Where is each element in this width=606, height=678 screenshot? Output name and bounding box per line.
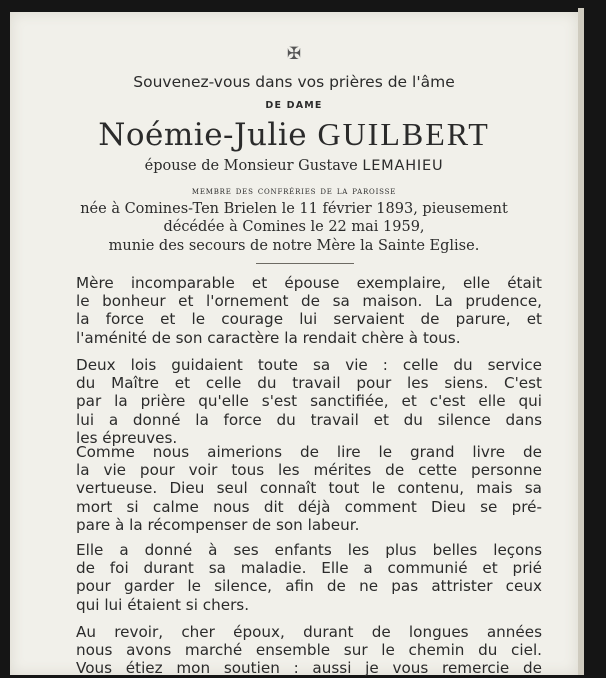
paragraph-2	[76, 356, 542, 447]
paragraph-line: Comme nous aimerions de lire le grand livre de	[76, 443, 542, 461]
paragraph-line: de foi durant sa maladie. Elle a communié et prié	[76, 559, 542, 578]
paragraph-line: l'aménité de son caractère la rendait chère à tous.	[76, 328, 461, 347]
paragraph-line: le bonheur et l'ornement de sa maison. La prudence,	[76, 292, 542, 311]
paragraph-line: la force et le courage lui servaient de parure, et	[76, 310, 542, 329]
paragraph-line: vertueuse. Dieu seul connaît tout le contenu, mais sa	[76, 479, 542, 498]
paragraph-line: la vie pour voir tous les mérites de cette personne	[76, 461, 542, 480]
paragraph-line: Au revoir, cher époux, durant de longues années	[76, 623, 542, 641]
confraternity-line: membre des confréries de la paroisse	[191, 185, 397, 197]
paragraph-1	[76, 274, 542, 347]
death-line: décédée à Comines le 22 mai 1959,	[163, 219, 425, 235]
divider-rule	[256, 263, 354, 264]
first-names: Noémie-Julie	[98, 117, 308, 153]
paragraph-line: par la prière qu'elle s'est sanctifiée, et c'est elle qui	[76, 392, 542, 411]
surname: GUILBERT	[317, 116, 490, 152]
paragraph-line: du Maître et celle du travail pour les siens. C'est	[76, 374, 542, 393]
sacraments-line: munie des secours de notre Mère la Sainte Eglise.	[108, 238, 480, 254]
remember-line: Souvenez-vous dans vos prières de l'âme	[133, 73, 455, 91]
cross-icon: ✠	[286, 44, 302, 64]
spouse-surname: LEMAHIEU	[362, 158, 444, 174]
paragraph-4	[76, 541, 542, 614]
paragraph-line: Vous étiez mon soutien : aussi je vous remercie de	[76, 659, 542, 678]
paragraph-line: nous avons marché ensemble sur le chemin du ciel.	[76, 641, 542, 660]
paragraph-3	[76, 443, 542, 534]
paragraph-line: Elle a donné à ses enfants les plus belles leçons	[76, 541, 542, 559]
paragraph-line: qui lui étaient si chers.	[76, 595, 250, 614]
card-right-edge	[578, 8, 584, 675]
memorial-card	[10, 12, 578, 678]
paragraph-line: Mère incomparable et épouse exemplaire, elle était	[76, 274, 542, 292]
deceased-name	[10, 116, 578, 153]
paragraph-line: pour garder le silence, afin de ne pas attrister ceux	[76, 577, 542, 596]
spouse-prefix: épouse de Monsieur Gustave	[144, 158, 358, 174]
paragraph-line: les épreuves.	[76, 428, 178, 447]
paragraph-line: lui a donné la force du travail et du silence dans	[76, 410, 542, 429]
paragraph-5	[76, 623, 542, 678]
spouse-line	[10, 158, 578, 174]
birth-line: née à Comines-Ten Brielen le 11 février 1893, pieusement	[80, 201, 508, 217]
de-dame-label: DE DAME	[265, 100, 323, 111]
paragraph-line: pare à la récompenser de son labeur.	[76, 515, 360, 534]
paragraph-line: mort si calme nous dit déjà comment Dieu se pré-	[76, 497, 542, 516]
paragraph-line: Deux lois guidaient toute sa vie : celle du service	[76, 356, 542, 374]
